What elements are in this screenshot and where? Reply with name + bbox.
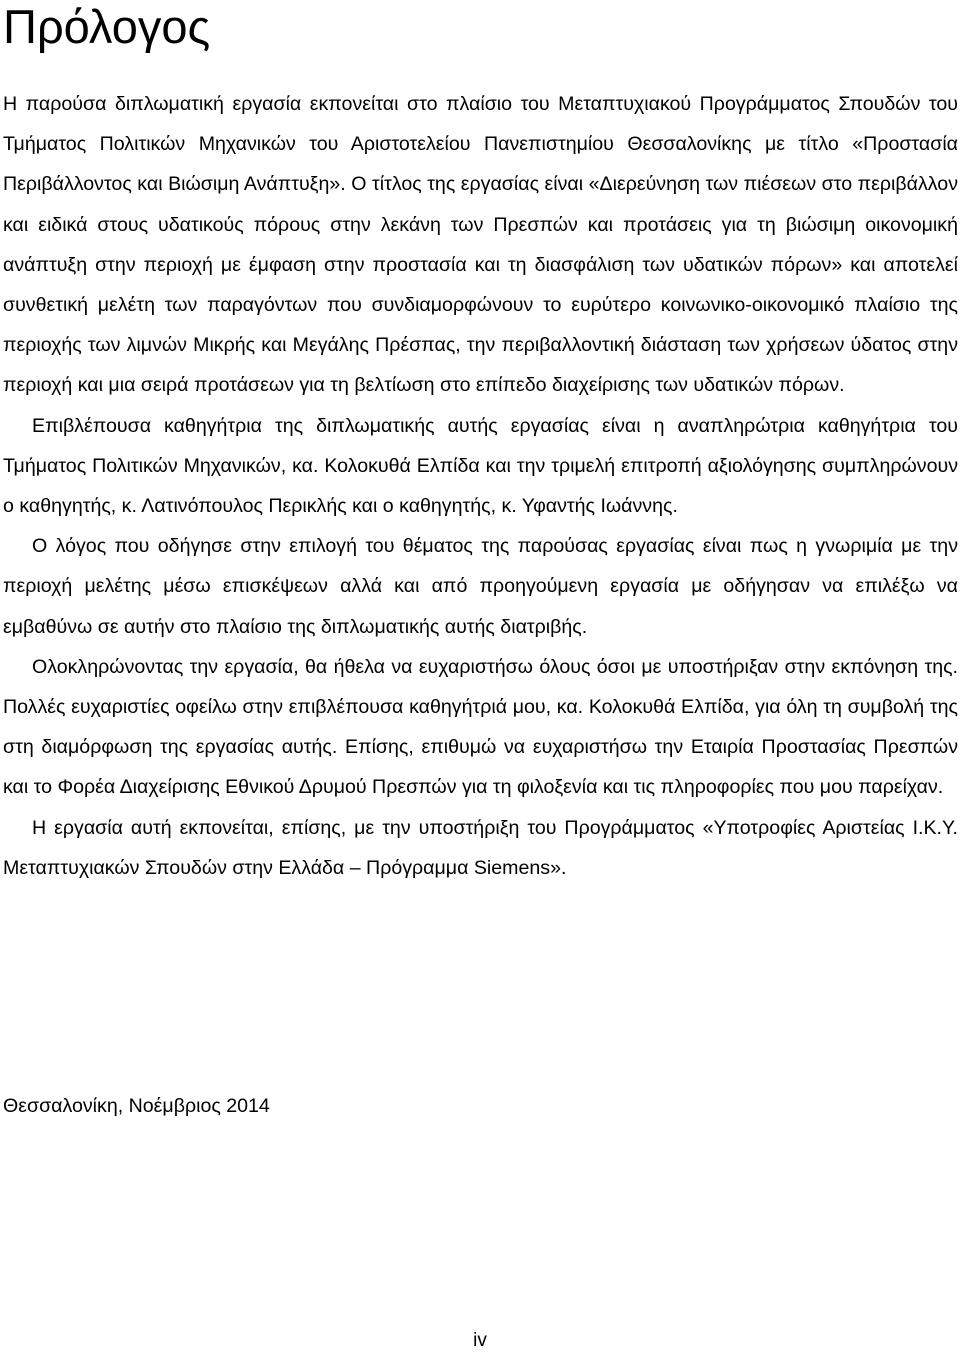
page-number: iv: [473, 1330, 487, 1351]
paragraph-supervisors: Επιβλέπουσα καθηγήτρια της διπλωματικής αυτής εργασίας είναι η αναπληρώτρια καθηγήτρια του Τμήματος Πολιτικών Μηχανικών, κα. Κολοκυθά Ελπίδα και την τριμελή επιτροπή αξιολόγησης συμπληρώνουν ο καθηγητής, κ. Λατινόπουλος Περικλής και ο καθηγητής, κ. Υφαντής Ιωάννης.: [3, 414, 958, 518]
paragraph-funding: Η εργασία αυτή εκπονείται, επίσης, με την υποστήριξη του Προγράμματος «Υποτροφίες Αριστείας Ι.Κ.Υ. Μεταπτυχιακών Σπουδών στην Ελλάδα – Πρόγραμμα Siemens».: [3, 816, 958, 879]
preface-body: [3, 84, 958, 888]
page-title: Πρόλογος: [3, 0, 211, 53]
paragraph-intro: Η παρούσα διπλωματική εργασία εκπονείται στο πλαίσιο του Μεταπτυχιακού Προγράμματος Σπουδών του Τμήματος Πολιτικών Μηχανικών του Αριστοτελείου Πανεπιστημίου Θεσσαλονίκης με τίτλο «Προστασία Περιβάλλοντος και Βιώσιμη Ανάπτυξη». Ο τίτλος της εργασίας είναι «Διερεύνηση των πιέσεων στο περιβάλλον και ειδικά στους υδατικούς πόρους στην λεκάνη των Πρεσπών και προτάσεις για τη βιώσιμη οικονομική ανάπτυξη στην περιοχή με έμφαση στην προστασία και τη διασφάλιση των υδατικών πόρων» και αποτελεί συνθετική μελέτη των παραγόντων που συνδιαμορφώνουν το ευρύτερο κοινωνικο-οικονομικό πλαίσιο της περιοχής των λιμνών Μικρής και Μεγάλης Πρέσπας, την περιβαλλοντική διάσταση των χρήσεων ύδατος στην περιοχή και μια σειρά προτάσεων για τη βελτίωση στο επίπεδο διαχείρισης των υδατικών πόρων.: [3, 93, 958, 397]
paragraph-topic-reason: Ο λόγος που οδήγησε στην επιλογή του θέματος της παρούσας εργασίας είναι πως η γνωριμία με την περιοχή μελέτης μέσω επισκέψεων αλλά και από προηγούμενη εργασία με οδήγησαν να επιλέξω να εμβαθύνω σε αυτήν στο πλαίσιο της διπλωματικής αυτής διατριβής.: [3, 535, 958, 638]
paragraph-acknowledgements: Ολοκληρώνοντας την εργασία, θα ήθελα να ευχαριστήσω όλους όσοι με υποστήριξαν στην εκπόνηση της. Πολλές ευχαριστίες οφείλω στην επιβλέπουσα καθηγήτριά μου, κα. Κολοκυθά Ελπίδα, για όλη τη συμβολή της στη διαμόρφωση της εργασίας αυτής. Επίσης, επιθυμώ να ευχαριστήσω την Εταιρία Προστασίας Πρεσπών και το Φορέα Διαχείρισης Εθνικού Δρυμού Πρεσπών για τη φιλοξενία και τις πληροφορίες που μου παρείχαν.: [3, 655, 958, 799]
place-date: Θεσσαλονίκη, Νοέμβριος 2014: [3, 1095, 270, 1117]
